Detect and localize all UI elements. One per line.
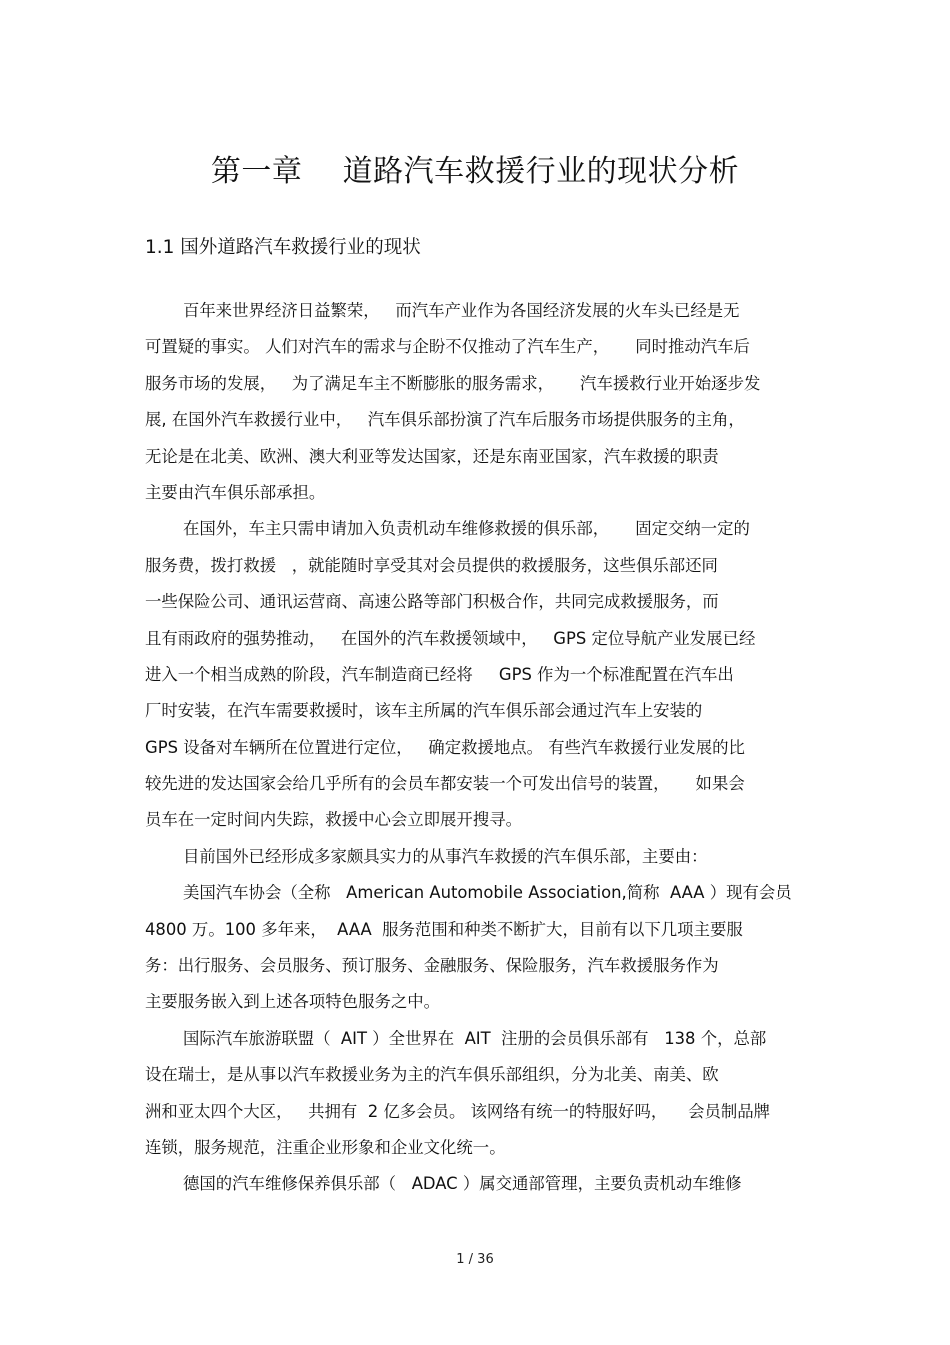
- body-line: 美国汽车协会（全称 American Automobile Association,简称 AAA ）现有会员: [183, 883, 792, 903]
- body-line: 且有雨政府的强势推动， 在国外的汽车救援领域中， GPS 定位导航产业发展已经: [145, 628, 756, 648]
- body-line: 4800 万。100 多年来， AAA 服务范围和种类不断扩大，目前有以下几项主要服: [145, 919, 743, 939]
- body-line: 设在瑞士，是从事以汽车救援业务为主的汽车俱乐部组织，分为北美、南美、欧: [145, 1065, 719, 1085]
- body-line: 目前国外已经形成多家颇具实力的从事汽车救援的汽车俱乐部，主要由：: [183, 846, 708, 866]
- page-number: 1 / 36: [456, 1252, 494, 1267]
- section-title: 1.1 国外道路汽车救援行业的现状: [145, 237, 421, 258]
- body-text: [145, 293, 825, 1203]
- body-line: GPS 设备对车辆所在位置进行定位， 确定救援地点。 有些汽车救援行业发展的比: [145, 737, 745, 757]
- body-line: 无论是在北美、欧洲、澳大利亚等发达国家，还是东南亚国家，汽车救援的职责: [145, 446, 719, 466]
- body-line: 展, 在国外汽车救援行业中， 汽车俱乐部扮演了汽车后服务市场提供服务的主角，: [145, 410, 745, 430]
- body-line: 德国的汽车维修保养俱乐部（ ADAC ）属交通部管理，主要负责机动车维修: [183, 1174, 742, 1194]
- body-line: 员车在一定时间内失踪，救援中心会立即展开搜寻。: [145, 810, 522, 830]
- body-line: 厂时安装，在汽车需要救援时，该车主所属的汽车俱乐部会通过汽车上安装的: [145, 701, 703, 721]
- body-line: 可置疑的事实。 人们对汽车的需求与企盼不仅推动了汽车生产， 同时推动汽车后: [145, 337, 750, 357]
- body-line: 服务市场的发展， 为了满足车主不断膨胀的服务需求， 汽车援救行业开始逐步发: [145, 373, 761, 393]
- body-line: 务：出行服务、会员服务、预订服务、金融服务、保险服务，汽车救援服务作为: [145, 956, 719, 976]
- body-line: 连锁，服务规范，注重企业形象和企业文化统一。: [145, 1137, 506, 1157]
- body-line: 较先进的发达国家会给几乎所有的会员车都安装一个可发出信号的装置， 如果会: [145, 774, 745, 794]
- body-line: 主要服务嵌入到上述各项特色服务之中。: [145, 992, 441, 1012]
- body-line: 在国外，车主只需申请加入负责机动车维修救援的俱乐部， 固定交纳一定的: [183, 519, 750, 539]
- body-line: 进入一个相当成熟的阶段，汽车制造商已经将 GPS 作为一个标准配置在汽车出: [145, 664, 734, 684]
- body-line: 国际汽车旅游联盟（ AIT ）全世界在 AIT 注册的会员俱乐部有 138 个，总部: [183, 1028, 767, 1048]
- chapter-title: 第一章 道路汽车救援行业的现状分析: [210, 154, 740, 189]
- body-line: 服务费，拨打救援 ，就能随时享受其对会员提供的救援服务，这些俱乐部还同: [145, 555, 718, 575]
- body-line: 一些保险公司、通讯运营商、高速公路等部门积极合作，共同完成救援服务，而: [145, 592, 719, 612]
- body-line: 百年来世界经济日益繁荣， 而汽车产业作为各国经济发展的火车头已经是无: [183, 301, 740, 320]
- body-line: 主要由汽车俱乐部承担。: [145, 482, 326, 502]
- body-line: 洲和亚太四个大区， 共拥有 2 亿多会员。 该网络有统一的特服好吗， 会员制品牌: [145, 1101, 771, 1121]
